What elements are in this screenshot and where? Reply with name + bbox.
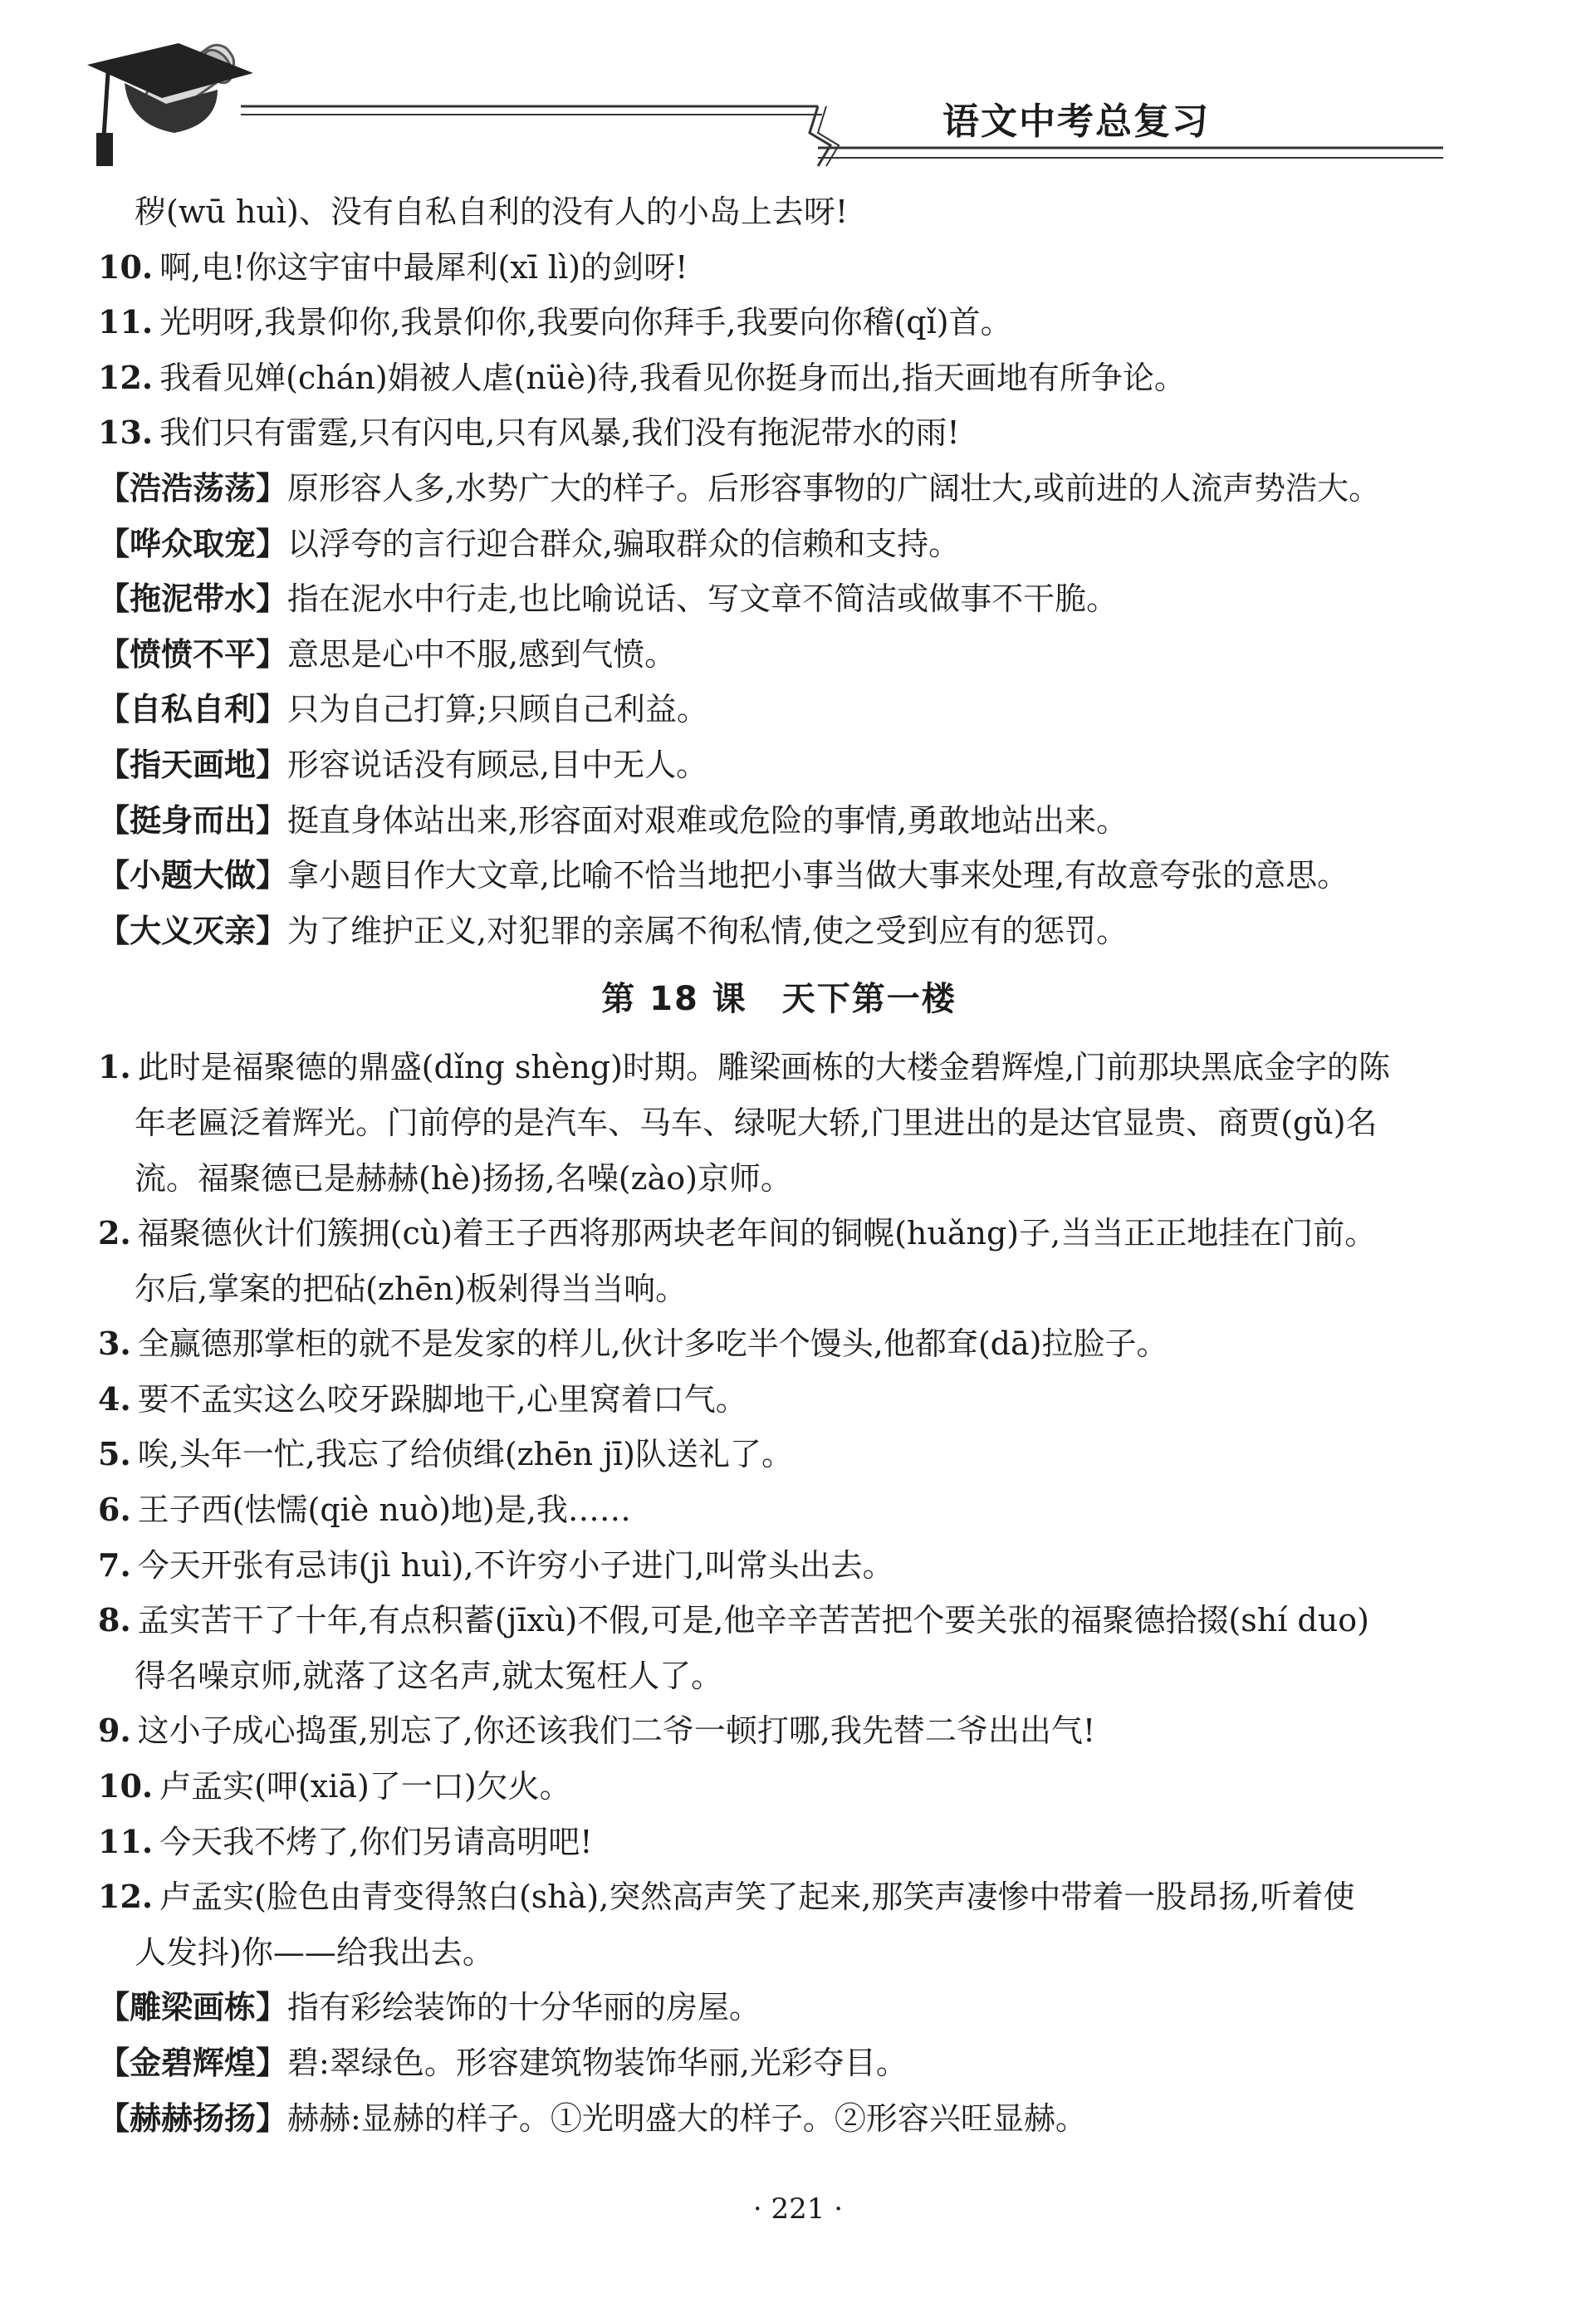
line-text: 我们只有雷霆,只有闪电,只有风暴,我们没有拖泥带水的雨! <box>159 414 960 452</box>
line-text: 卢孟实(呷(xiā)了一口)欠火。 <box>159 1768 571 1805</box>
line-text: 王子西(怯懦(qiè nuò)地)是,我…… <box>137 1492 631 1529</box>
definition-line <box>98 904 1460 959</box>
numbered-item <box>98 295 1460 350</box>
numbered-item <box>98 350 1460 406</box>
numbered-item <box>98 405 1460 461</box>
graduation-cap-icon <box>0 0 1596 183</box>
line-text: 全赢德那掌柜的就不是发家的样儿,伙计多吃半个馒头,他都耷(dā)拉脸子。 <box>137 1325 1168 1363</box>
numbered-item <box>98 1372 1460 1428</box>
item-number: 2. <box>98 1214 131 1252</box>
line-text: 原形容人多,水势广大的样子。后形容事物的广阔壮大,或前进的人流声势浩大。 <box>287 469 1381 507</box>
numbered-item <box>98 240 1460 296</box>
line-text: 指有彩绘装饰的十分华丽的房屋。 <box>287 1989 761 2026</box>
line-text: 尔后,掌案的把砧(zhēn)板剁得当当响。 <box>135 1270 688 1307</box>
item-number: 1. <box>98 1048 131 1086</box>
idiom-term: 【浩浩荡荡】 <box>98 469 288 507</box>
item-number: 11. <box>98 1822 154 1860</box>
numbered-item <box>98 1427 1460 1482</box>
idiom-term: 【赫赫扬扬】 <box>98 2099 288 2137</box>
continuation-line <box>98 1095 1460 1151</box>
numbered-item <box>98 1759 1460 1815</box>
numbered-item <box>98 1593 1460 1648</box>
line-text: 得名噪京师,就落了这名声,就太冤枉人了。 <box>135 1657 723 1694</box>
line-text: 以浮夸的言行迎合群众,骗取群众的信赖和支持。 <box>287 525 961 562</box>
line-text: 今天我不烤了,你们另请高明吧! <box>159 1823 593 1860</box>
line-text: 挺直身体站出来,形容面对艰难或危险的事情,勇敢地站出来。 <box>287 801 1128 839</box>
item-number: 11. <box>98 303 154 341</box>
idiom-term: 【自私自利】 <box>98 691 288 728</box>
line-text: 年老匾泛着辉光。门前停的是汽车、马车、绿呢大轿,门里进出的是达官显贵、商贾(gǔ)名 <box>135 1104 1378 1141</box>
line-text: 今天开张有忌讳(jì huì),不许穷小子进门,叫常头出去。 <box>137 1546 894 1584</box>
definition-line <box>98 517 1460 572</box>
item-number: 4. <box>98 1379 131 1418</box>
item-number: 8. <box>98 1601 131 1639</box>
line-text: 唉,头年一忙,我忘了给侦缉(zhēn jī)队送礼了。 <box>137 1436 793 1473</box>
lesson-title: 第 18 课 天下第一楼 <box>601 980 957 1019</box>
definition-line <box>98 682 1460 737</box>
numbered-item <box>98 1206 1460 1261</box>
line-text: 卢孟实(脸色由青变得煞白(shà),突然高声笑了起来,那笑声凄惨中带着一股昂扬,听着使 <box>159 1879 1355 1916</box>
line-text: 我看见婵(chán)娟被人虐(nüè)待,我看见你挺身而出,指天画地有所争论。 <box>159 359 1186 396</box>
line-text: 孟实苦干了十年,有点积蓄(jīxù)不假,可是,他辛辛苦苦把个要关张的福聚德拾掇(shí duo) <box>137 1602 1369 1639</box>
numbered-item <box>98 1482 1460 1538</box>
definition-line <box>98 848 1460 904</box>
line-text: 秽(wū huì)、没有自私自利的没有人的小岛上去呀! <box>135 193 849 230</box>
line-text: 此时是福聚德的鼎盛(dǐng shèng)时期。雕梁画栋的大楼金碧辉煌,门前那块黑底金字的陈 <box>137 1049 1391 1086</box>
definition-line <box>98 793 1460 849</box>
definition-line <box>98 737 1460 793</box>
idiom-term: 【拖泥带水】 <box>98 580 288 618</box>
numbered-item <box>98 1815 1460 1870</box>
numbered-item <box>98 1538 1460 1594</box>
line-text: 人发抖)你——给我出去。 <box>135 1933 494 1971</box>
item-number: 12. <box>98 1878 154 1916</box>
line-text: 这小子成心捣蛋,别忘了,你还该我们二爷一顿打哪,我先替二爷出出气! <box>137 1712 1096 1750</box>
page-number: · 221 · <box>752 2192 844 2226</box>
line-text: 光明呀,我景仰你,我景仰你,我要向你拜手,我要向你稽(qǐ)首。 <box>159 304 1012 341</box>
item-number: 9. <box>98 1712 131 1750</box>
definition-line <box>98 461 1460 517</box>
item-number: 6. <box>98 1491 131 1529</box>
definition-line <box>98 627 1460 683</box>
item-number: 3. <box>98 1325 131 1363</box>
line-text: 拿小题目作大文章,比喻不恰当地把小事当做大事来处理,有故意夸张的意思。 <box>287 857 1349 894</box>
page-content <box>98 184 1460 2146</box>
continuation-line <box>98 1261 1460 1317</box>
item-number: 5. <box>98 1435 131 1473</box>
line-text: 赫赫:显赫的样子。①光明盛大的样子。②形容兴旺显赫。 <box>287 2099 1087 2137</box>
idiom-term: 【金碧辉煌】 <box>98 2045 288 2081</box>
idiom-term: 【哗众取宠】 <box>98 525 288 562</box>
line-text: 啊,电!你这宇宙中最犀利(xī lì)的剑呀! <box>159 248 688 286</box>
line-text: 碧:翠绿色。形容建筑物装饰华丽,光彩夺目。 <box>287 2045 908 2081</box>
continuation-line <box>98 1925 1460 1981</box>
line-text: 只为自己打算;只顾自己利益。 <box>287 691 708 728</box>
idiom-term: 【挺身而出】 <box>98 801 288 839</box>
continuation-line <box>98 184 1460 240</box>
header-title: 语文中考总复习 <box>942 100 1210 143</box>
idiom-term: 【指天画地】 <box>98 746 288 783</box>
page-header <box>0 0 1596 183</box>
item-number: 10. <box>98 1767 154 1805</box>
definition-line <box>98 2035 1460 2091</box>
line-text: 要不孟实这么咬牙跺脚地干,心里窝着口气。 <box>137 1380 747 1418</box>
numbered-item <box>98 1316 1460 1372</box>
idiom-term: 【愤愤不平】 <box>98 635 288 673</box>
line-text: 指在泥水中行走,也比喻说话、写文章不简洁或做事不干脆。 <box>287 580 1119 618</box>
item-number: 13. <box>98 414 154 452</box>
line-text: 意思是心中不服,感到气愤。 <box>287 635 677 673</box>
item-number: 7. <box>98 1545 131 1584</box>
definition-line <box>98 571 1460 627</box>
definition-line <box>98 2091 1460 2147</box>
line-text: 流。福聚德已是赫赫(hè)扬扬,名噪(zào)京师。 <box>135 1159 792 1197</box>
numbered-item <box>98 1869 1460 1925</box>
item-number: 10. <box>98 247 154 286</box>
line-text: 福聚德伙计们簇拥(cù)着王子西将那两块老年间的铜幌(huǎng)子,当当正正地挂在门前。 <box>137 1215 1377 1252</box>
numbered-item <box>98 1703 1460 1759</box>
idiom-term: 【小题大做】 <box>98 857 288 894</box>
numbered-item <box>98 1040 1460 1095</box>
continuation-line <box>98 1648 1460 1704</box>
line-text: 形容说话没有顾忌,目中无人。 <box>287 746 708 783</box>
idiom-term: 【大义灭亲】 <box>98 912 288 949</box>
definition-line <box>98 1980 1460 2035</box>
continuation-line <box>98 1151 1460 1207</box>
line-text: 为了维护正义,对犯罪的亲属不徇私情,使之受到应有的惩罚。 <box>287 912 1128 949</box>
item-number: 12. <box>98 358 154 396</box>
idiom-term: 【雕梁画栋】 <box>98 1989 288 2026</box>
